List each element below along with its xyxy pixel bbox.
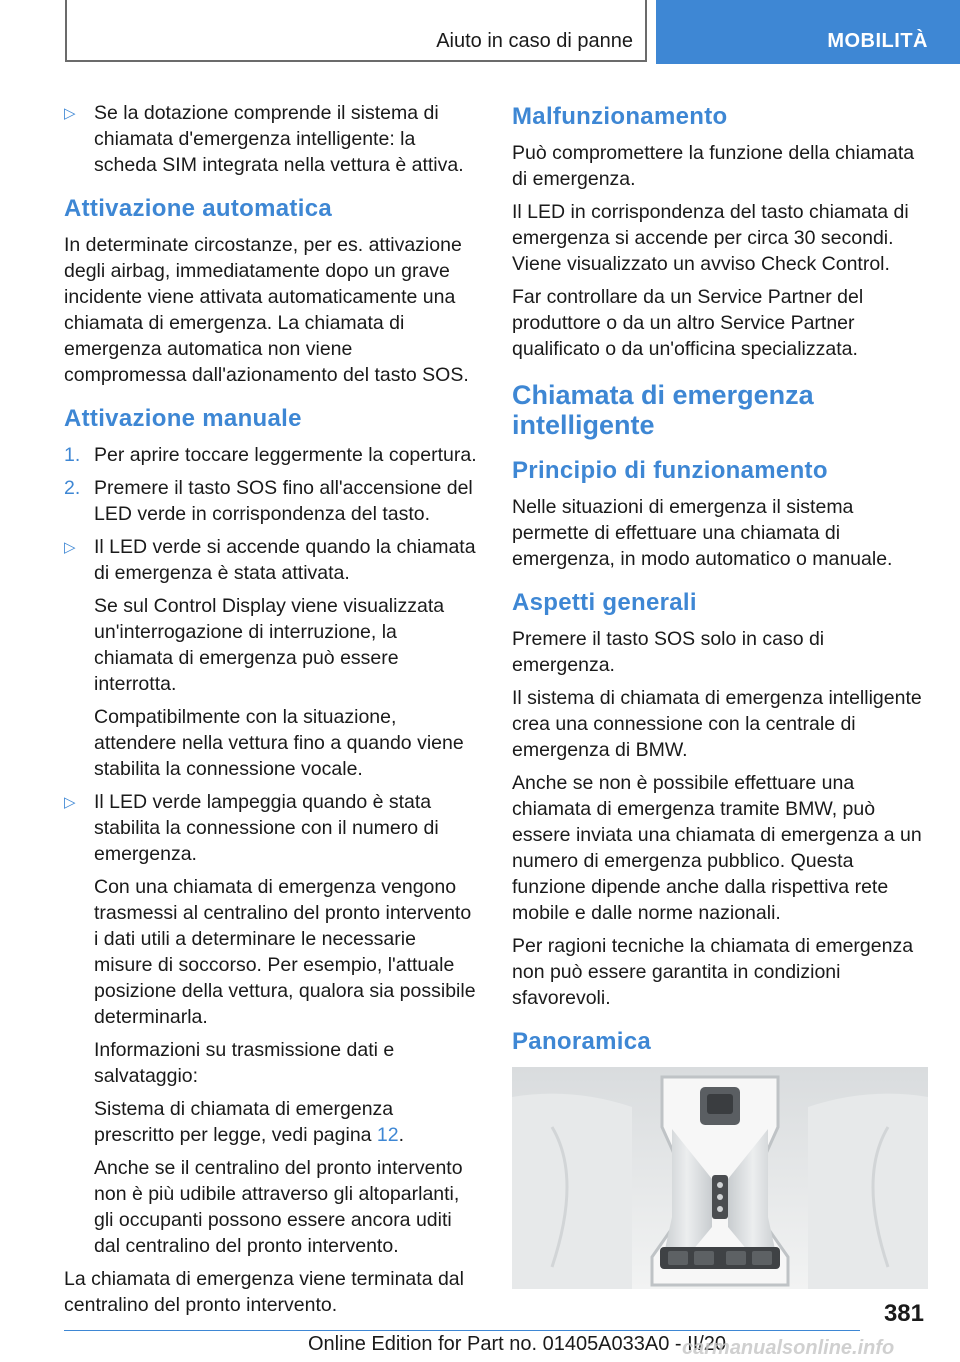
bullet-led-blink xyxy=(64,789,478,1259)
triangle-bullet-icon: ▷ xyxy=(64,105,76,122)
heading-general: Aspetti generali xyxy=(512,589,697,616)
step-2 xyxy=(64,475,478,527)
overhead-console-illustration xyxy=(512,1067,928,1289)
general-para-4: Per ragioni tecniche la chiamata di emergenza non può essere garantita in condizioni sfavorevoli. xyxy=(512,935,914,1009)
bullet-led-blink-text: Il LED verde lampeggia quando è stata stabilita la connessione con il numero di emergenza. xyxy=(94,791,439,865)
heading-malfunction: Malfunzionamento xyxy=(512,103,728,130)
step-1 xyxy=(64,442,478,468)
left-column xyxy=(64,100,478,1325)
header-section-box xyxy=(65,0,647,62)
bullet-led-blink-para-5: Anche se il centralino del pronto intervento non è più udibile attraverso gli altoparlanti, gli occupanti possono essere ancora uditi dal centralino del pronto intervento. xyxy=(94,1157,463,1257)
header-chapter-tab xyxy=(656,0,960,64)
intro-bullet xyxy=(64,100,478,178)
triangle-bullet-icon: ▷ xyxy=(64,794,76,811)
malfunction-para-2: Il LED in corrispondenza del tasto chiamata di emergenza si accende per circa 30 secondi. Viene visualizzato un avviso Check Control. xyxy=(512,201,909,275)
general-para-2: Il sistema di chiamata di emergenza intelligente crea una connessione con la centrale di emergenza di BMW. xyxy=(512,687,922,761)
page-ref-suffix: . xyxy=(398,1124,405,1146)
overhead-console-photo xyxy=(512,1067,928,1289)
watermark: carmanualsonline.info xyxy=(682,1337,895,1359)
general-para-1: Premere il tasto SOS solo in caso di emergenza. xyxy=(512,628,825,676)
bullet-led-on xyxy=(64,534,478,782)
bullet-led-on-para-2: Se sul Control Display viene visualizzata un'interrogazione di interruzione, la chiamata di emergenza può essere interrotta. xyxy=(94,595,445,695)
malfunction-para-1: Può compromettere la funzione della chiamata di emergenza. xyxy=(512,142,915,190)
step-2-text: Premere il tasto SOS fino all'accensione del LED verde in corrispondenza del tasto. xyxy=(94,477,473,525)
intro-bullet-text: Se la dotazione comprende il sistema di chiamata d'emergenza intelligente: la scheda SIM integrata nella vettura è attiva. xyxy=(94,102,464,176)
heading-auto-activation: Attivazione automatica xyxy=(64,195,332,222)
closing-text: La chiamata di emergenza viene terminata dal centralino del pronto intervento. xyxy=(64,1268,464,1316)
right-column xyxy=(512,100,928,1289)
bullet-led-blink-para-2: Con una chiamata di emergenza vengono trasmessi al centralino del pronto intervento i dati utili a determinare le necessarie misure di soccorso. Per esempio, l'attuale posizione della vettura, qualora sia possibile determinarla. xyxy=(94,876,476,1028)
auto-activation-text: In determinate circostanze, per es. attivazione degli airbag, immediatamente dopo un grave incidente viene attivata automaticamente una chiamata di emergenza. La chiamata di emergenza automatica non viene compromessa dall'azionamento del tasto SOS. xyxy=(64,234,469,386)
footer-divider xyxy=(64,1330,860,1331)
heading-smart-emergency-call: Chiamata di emergenza intelligente xyxy=(512,380,814,440)
bullet-led-blink-para-3: Informazioni su trasmissione dati e salvataggio: xyxy=(94,1039,395,1087)
general-para-3: Anche se non è possibile effettuare una chiamata di emergenza tramite BMW, può essere inviata una chiamata di emergenza a un numero di emergenza pubblico. Questa funzione dipende anche dalla rispettiva rete mobile e dalle norme nazionali. xyxy=(512,772,922,924)
heading-principle: Principio di funzionamento xyxy=(512,457,828,484)
footer-edition: Online Edition for Part no. 01405A033A0 - II/20 xyxy=(308,1333,727,1355)
page-ref-prefix: Sistema di chiamata di emergenza prescritto per legge, vedi pagina xyxy=(94,1098,394,1146)
header-chapter-title: MOBILITÀ xyxy=(827,30,928,52)
malfunction-para-3: Far controllare da un Service Partner del produttore o da un altro Service Partner qualificato o da un'officina specializzata. xyxy=(512,286,864,360)
heading-manual-activation: Attivazione manuale xyxy=(64,405,302,432)
triangle-bullet-icon: ▷ xyxy=(64,539,76,556)
header-section-title: Aiuto in caso di panne xyxy=(436,30,633,52)
step-1-text: Per aprire toccare leggermente la copertura. xyxy=(94,444,477,466)
heading-overview: Panoramica xyxy=(512,1028,652,1055)
page-12-link[interactable]: 12 xyxy=(376,1124,399,1146)
bullet-led-blink-para-4 xyxy=(94,1096,478,1148)
step-1-number: 1. xyxy=(64,444,81,466)
bullet-led-on-text: Il LED verde si accende quando la chiamata di emergenza è stata attivata. xyxy=(94,536,476,584)
page-number: 381 xyxy=(883,1300,924,1327)
step-2-number: 2. xyxy=(64,477,81,499)
bullet-led-on-para-3: Compatibilmente con la situazione, attendere nella vettura fino a quando viene stabilita la connessione vocale. xyxy=(94,706,464,780)
principle-para-1: Nelle situazioni di emergenza il sistema permette di effettuare una chiamata di emergenza, in modo automatico o manuale. xyxy=(512,496,893,570)
